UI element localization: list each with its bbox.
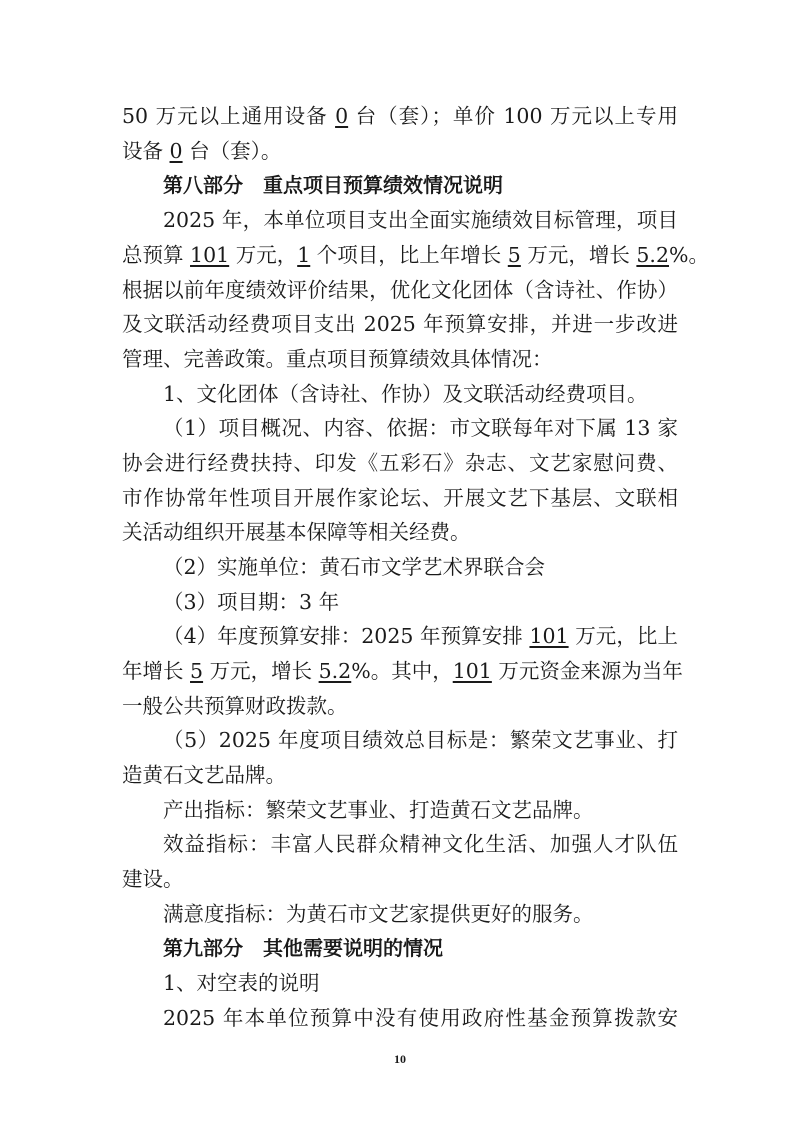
underlined-value: 1 bbox=[297, 243, 311, 267]
text-segment: 万元，比上 bbox=[568, 624, 678, 648]
text-line bbox=[163, 966, 678, 1000]
text-segment: （2）实施单位：黄石市文学艺术界联合会 bbox=[163, 555, 546, 579]
text-line bbox=[163, 897, 678, 931]
text-segment: 2025 年本单位预算中没有使用政府性基金预算拨款安 bbox=[163, 1006, 678, 1030]
text-line bbox=[122, 446, 678, 480]
text-segment: （4）年度预算安排：2025 年预算安排 bbox=[163, 624, 530, 648]
text-segment: 设备 bbox=[122, 139, 170, 163]
text-segment: 造黄石文艺品牌。 bbox=[122, 763, 286, 787]
underlined-value: 5 bbox=[507, 243, 521, 267]
text-segment: 根据以前年度绩效评价结果，优化文化团体（含诗社、作协） bbox=[122, 278, 678, 302]
text-segment: 万元，增长 bbox=[520, 243, 637, 267]
text-line bbox=[122, 342, 678, 376]
text-segment: 第九部分 其他需要说明的情况 bbox=[163, 936, 443, 960]
text-segment: 个项目，比上年增长 bbox=[310, 243, 508, 267]
text-segment: 一般公共预算财政拨款。 bbox=[122, 694, 348, 718]
underlined-value: 101 bbox=[529, 624, 569, 648]
text-line bbox=[122, 238, 709, 272]
text-segment: 协会进行经费扶持、印发《五彩石》杂志、文艺家慰问费、 bbox=[122, 451, 678, 475]
section-heading bbox=[163, 168, 678, 202]
text-segment: 万元，增长 bbox=[203, 659, 319, 683]
text-line bbox=[122, 862, 678, 896]
text-segment: 市作协常年性项目开展作家论坛、开展文艺下基层、文联相 bbox=[122, 486, 678, 510]
text-segment: （1）项目概况、内容、依据：市文联每年对下属 13 家 bbox=[163, 416, 678, 440]
text-line bbox=[163, 411, 678, 445]
text-segment: （5）2025 年度项目绩效总目标是：繁荣文艺事业、打 bbox=[163, 728, 678, 752]
text-line bbox=[163, 550, 678, 584]
text-line bbox=[122, 481, 678, 515]
underlined-value: 5.2 bbox=[636, 243, 669, 267]
section-heading bbox=[163, 931, 678, 965]
underlined-value: 101 bbox=[452, 659, 492, 683]
text-line bbox=[163, 585, 678, 619]
text-segment: 及文联活动经费项目支出 2025 年预算安排，并进一步改进 bbox=[122, 312, 678, 336]
text-segment: 管理、完善政策。重点项目预算绩效具体情况： bbox=[122, 347, 553, 371]
text-line bbox=[122, 134, 678, 168]
text-segment: 2025 年，本单位项目支出全面实施绩效目标管理，项目 bbox=[163, 208, 678, 232]
text-segment: 1、文化团体（含诗社、作协）及文联活动经费项目。 bbox=[163, 382, 648, 406]
text-line bbox=[122, 758, 678, 792]
text-segment: 台（套）；单价 100 万元以上专用 bbox=[348, 104, 678, 128]
text-line bbox=[122, 689, 678, 723]
text-segment: %。其中， bbox=[351, 659, 453, 683]
text-segment: 关活动组织开展基本保障等相关经费。 bbox=[122, 520, 471, 544]
text-line bbox=[163, 793, 678, 827]
text-line bbox=[122, 307, 678, 341]
page-number: 10 bbox=[394, 1052, 406, 1066]
text-line bbox=[163, 377, 678, 411]
text-segment: 年增长 bbox=[122, 659, 191, 683]
text-line bbox=[163, 203, 678, 237]
text-line bbox=[163, 619, 678, 653]
text-segment: 满意度指标：为黄石市文艺家提供更好的服务。 bbox=[163, 902, 594, 926]
underlined-value: 0 bbox=[169, 139, 183, 163]
text-line bbox=[122, 273, 678, 307]
text-segment: 台（套）。 bbox=[182, 139, 282, 163]
text-segment: 第八部分 重点项目预算绩效情况说明 bbox=[163, 173, 503, 197]
text-segment: %。 bbox=[669, 243, 709, 267]
text-line bbox=[163, 827, 678, 861]
text-line bbox=[163, 723, 678, 757]
text-segment: 万元， bbox=[229, 243, 298, 267]
text-line bbox=[122, 99, 678, 133]
text-line bbox=[163, 1001, 678, 1035]
text-segment: （3）项目期：3 年 bbox=[163, 590, 340, 614]
text-segment: 效益指标：丰富人民群众精神文化生活、加强人才队伍 bbox=[163, 832, 678, 856]
text-segment: 万元资金来源为当年 bbox=[491, 659, 683, 683]
text-segment: 1、对空表的说明 bbox=[163, 971, 320, 995]
text-segment: 总预算 bbox=[122, 243, 191, 267]
underlined-value: 0 bbox=[335, 104, 349, 128]
underlined-value: 101 bbox=[190, 243, 230, 267]
text-line bbox=[122, 515, 678, 549]
text-segment: 建设。 bbox=[122, 867, 184, 891]
underlined-value: 5 bbox=[190, 659, 204, 683]
text-segment: 产出指标：繁荣文艺事业、打造黄石文艺品牌。 bbox=[163, 798, 594, 822]
underlined-value: 5.2 bbox=[318, 659, 352, 683]
text-segment: 50 万元以上通用设备 bbox=[122, 104, 336, 128]
text-line bbox=[122, 654, 683, 688]
